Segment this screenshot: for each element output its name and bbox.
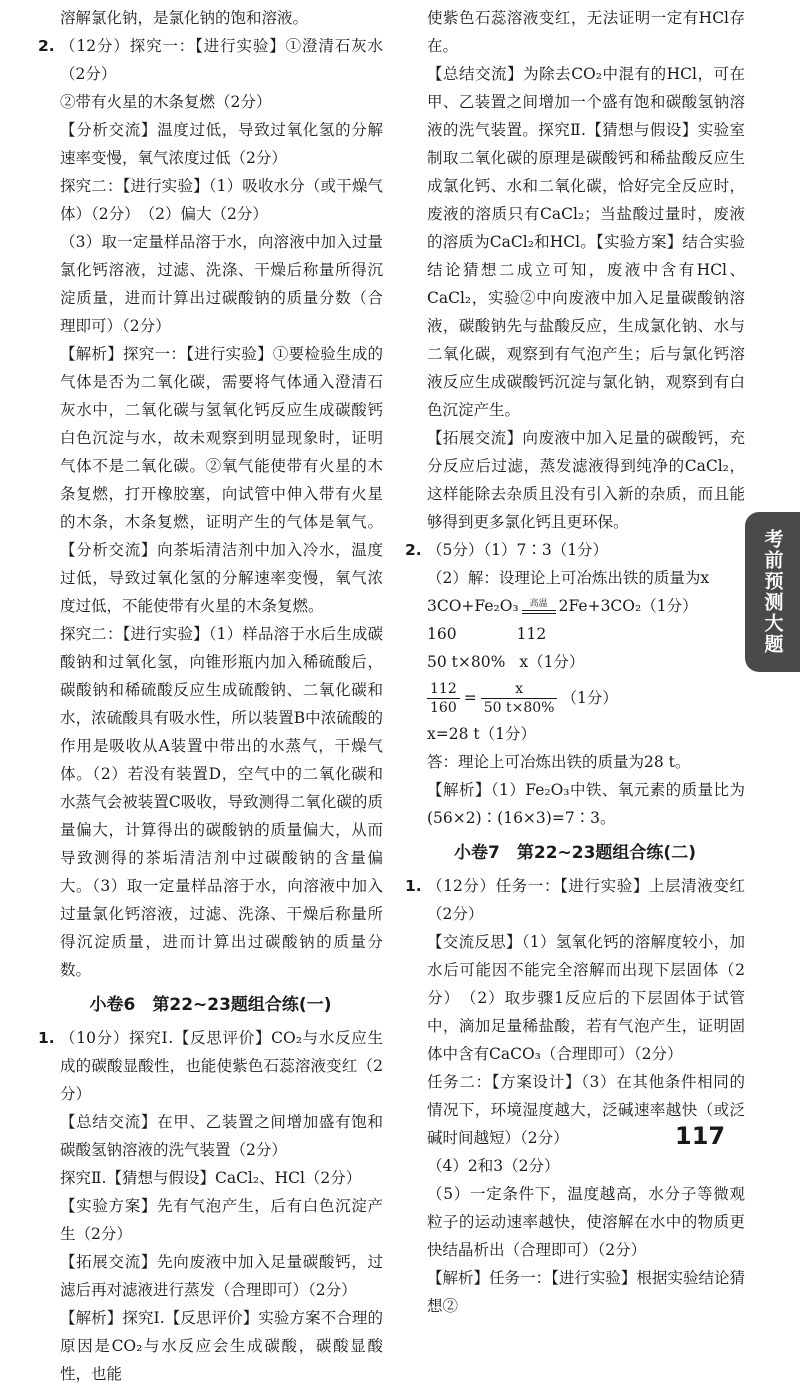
reaction-condition [522, 599, 556, 614]
analysis-paragraph: 【解析】探究Ⅰ.【反思评价】实验方案不合理的原因是CO₂与水反应会生成碳酸，碳酸显酸性，也能 [60, 1309, 383, 1383]
answer-line: 探究二：【进行实验】（1）吸收水分（或干燥气体）（2分） （2）偏大（2分） [60, 177, 383, 223]
analysis-paragraph: 【拓展交流】向废液中加入足量的碳酸钙，充分反应后过滤，蒸发滤液得到纯净的CaCl₂，这样能除去杂质且没有引入新的杂质，而且能够得到更多氯化钙且更环保。 [427, 429, 745, 531]
answer-line: 【分析交流】温度过低，导致过氧化氢的分解速率变慢，氧气浓度过低（2分） [60, 121, 383, 167]
question-text: （12分）任务一：【进行实验】上层清液变红（2分） [427, 877, 745, 923]
mass-value: 160 [427, 625, 457, 643]
proportion-equation [405, 676, 745, 720]
answer-line: （5）一定条件下，温度越高，水分子等微观粒子的运动速率越快，使溶解在水中的物质更快结晶析出（合理即可）（2分） [427, 1185, 745, 1259]
mass-value: 112 [516, 625, 547, 643]
side-tab-label: 考前预测大题 [761, 529, 784, 655]
answer-line: （4）2和3（2分） [427, 1157, 560, 1175]
question-1-left [38, 1024, 383, 1108]
analysis-paragraph: 【总结交流】为除去CO₂中混有的HCl，可在甲、乙装置之间增加一个盛有饱和碳酸氢钠溶液的洗气装置。探究Ⅱ.【猜想与假设】实验室制取二氧化碳的原理是碳酸钙和稀盐酸反应生成氯化钙、水和二氧化碳，恰好完全反应时，废液的溶质只有CaCl₂；当盐酸过量时，废液的溶质为CaCl₂和HCl。【实验方案】结合实验结论猜想二成立可知，废液中含有HCl、CaCl₂，实验②中向废液中加入足量碳酸钠溶液，碳酸钠先与盐酸反应，生成氯化钠、水与二氧化碳，观察到有气泡产生；后与氯化钙溶液反应生成碳酸钙沉淀与氯化钠，观察到有白色沉淀产生。 [427, 65, 745, 419]
analysis-paragraph: 探究二：【进行实验】（1）样品溶于水后生成碳酸钠和过氧化氢，向锥形瓶内加入稀硫酸后，碳酸钠和稀硫酸反应生成硫酸钠、二氧化碳和水，浓硫酸具有吸水性，所以装置B中浓硫酸的作用是吸收从A装置中带出的水蒸气，干燥气体。（2）若没有装置D，空气中的二氧化碳和水蒸气会被装置C吸收，导致测得二氧化碳的质量偏大，计算得出的碳酸钠的质量偏大，从而导致测得的茶垢清洁剂中过碳酸钠的含量偏大。（3）取一定量样品溶于水，向溶液中加入过量氯化钙溶液，过滤、洗涤、干燥后称量所得沉淀质量，进而计算出过碳酸钠的质量分数。 [60, 625, 383, 979]
answer-line: 探究Ⅱ.【猜想与假设】CaCl₂、HCl（2分） [60, 1169, 362, 1187]
fraction [427, 680, 460, 717]
answer-line: 任务二：【方案设计】（3）在其他条件相同的情况下，环境湿度越大，泛碱速率越快（或泛碱时间越短）（2分） [427, 1073, 745, 1147]
analysis-paragraph: 【解析】任务一：【进行实验】根据实验结论猜想② [427, 1269, 745, 1315]
answer-line: 【交流反思】（1）氢氧化钙的溶解度较小，加水后可能因不能完全溶解而出现下层固体（2分） （2）取步骤1反应后的下层固体于试管中，滴加足量稀盐酸，若有气泡产生，证明固体中含有CaCO₃（合理即可）（2分） [427, 933, 745, 1063]
mass-row [405, 620, 745, 648]
given-value: 50 t×80% [427, 653, 506, 671]
denominator: 160 [427, 698, 460, 717]
question-2-right [405, 536, 745, 564]
solution-intro: （2）解：设理论上可冶炼出铁的质量为x [427, 569, 710, 587]
equation-products: 2Fe+3CO₂（1分） [558, 597, 698, 615]
analysis-paragraph: 【解析】探究一：【进行实验】①要检验生成的气体是否为二氧化碳，需要将气体通入澄清石灰水中，二氧化碳与氢氧化钙反应生成碳酸钙白色沉淀与水，故未观察到明显现象时，证明气体不是二氧化碳。②氧气能使带有火星的木条复燃，打开橡胶塞，向试管中伸入带有火星的木条，木条复燃，证明产生的气体是氧气。【分析交流】向茶垢清洁剂中加入冷水，温度过低，导致过氧化氢的分解速率变慢，氧气浓度过低，不能使带有火星的木条复燃。 [60, 345, 383, 615]
text-line: 使紫色石蕊溶液变红，无法证明一定有HCl存在。 [427, 9, 745, 55]
condition-label: 高温 [529, 598, 548, 609]
answer-line: （3）取一定量样品溶于水，向溶液中加入过量氯化钙溶液，过滤、洗涤、干燥后称量所得沉淀质量，进而计算出过碳酸钠的质量分数（合理即可）（2分） [60, 233, 383, 335]
question-text: （10分）探究Ⅰ.【反思评价】CO₂与水反应生成的碳酸显酸性，也能使紫色石蕊溶液变红（2分） [60, 1029, 383, 1103]
question-number: 1. [38, 1029, 55, 1047]
left-column [38, 4, 383, 1388]
chemical-equation [405, 592, 745, 620]
question-text: （12分）探究一：【进行实验】①澄清石灰水（2分） [60, 37, 383, 83]
score-mark: （1分） [561, 689, 618, 707]
page-number: 117 [675, 1122, 726, 1150]
result-line: x=28 t（1分） [427, 725, 536, 743]
question-2-left [38, 32, 383, 88]
answer-line: 【拓展交流】先向废液中加入足量碳酸钙，过滤后再对滤液进行蒸发（合理即可）（2分） [60, 1253, 383, 1299]
answer-line: 答：理论上可冶炼出铁的质量为28 t。 [427, 753, 691, 771]
question-number: 1. [405, 877, 422, 895]
answer-line: ②带有火星的木条复燃（2分） [60, 93, 272, 111]
fraction [481, 680, 558, 717]
section-title-6: 小卷6 第22~23题组合练(一) [89, 995, 332, 1015]
section-title-7: 小卷7 第22~23题组合练(二) [454, 843, 696, 863]
equals-bar [522, 610, 556, 614]
question-number: 2. [405, 541, 422, 559]
equals-sign: = [463, 689, 477, 707]
equation-reactants: 3CO+Fe₂O₃ [427, 597, 519, 615]
given-value: x（1分） [519, 653, 585, 671]
answer-line: 【总结交流】在甲、乙装置之间增加盛有饱和碳酸氢钠溶液的洗气装置（2分） [60, 1113, 383, 1159]
numerator: 112 [430, 680, 457, 697]
chapter-side-tab [745, 512, 800, 672]
answer-line: 【实验方案】先有气泡产生，后有白色沉淀产生（2分） [60, 1197, 383, 1243]
text-line: 溶解氯化钠，是氯化钠的饱和溶液。 [60, 9, 309, 27]
numerator: x [515, 680, 524, 697]
question-1-right [405, 872, 745, 928]
question-number: 2. [38, 37, 55, 55]
analysis-paragraph: 【解析】（1）Fe₂O₃中铁、氧元素的质量比为(56×2)∶(16×3)=7∶3。 [427, 781, 745, 827]
question-text: （5分）（1）7∶3（1分） [427, 541, 609, 559]
denominator: 50 t×80% [481, 698, 558, 717]
given-row [405, 648, 745, 676]
